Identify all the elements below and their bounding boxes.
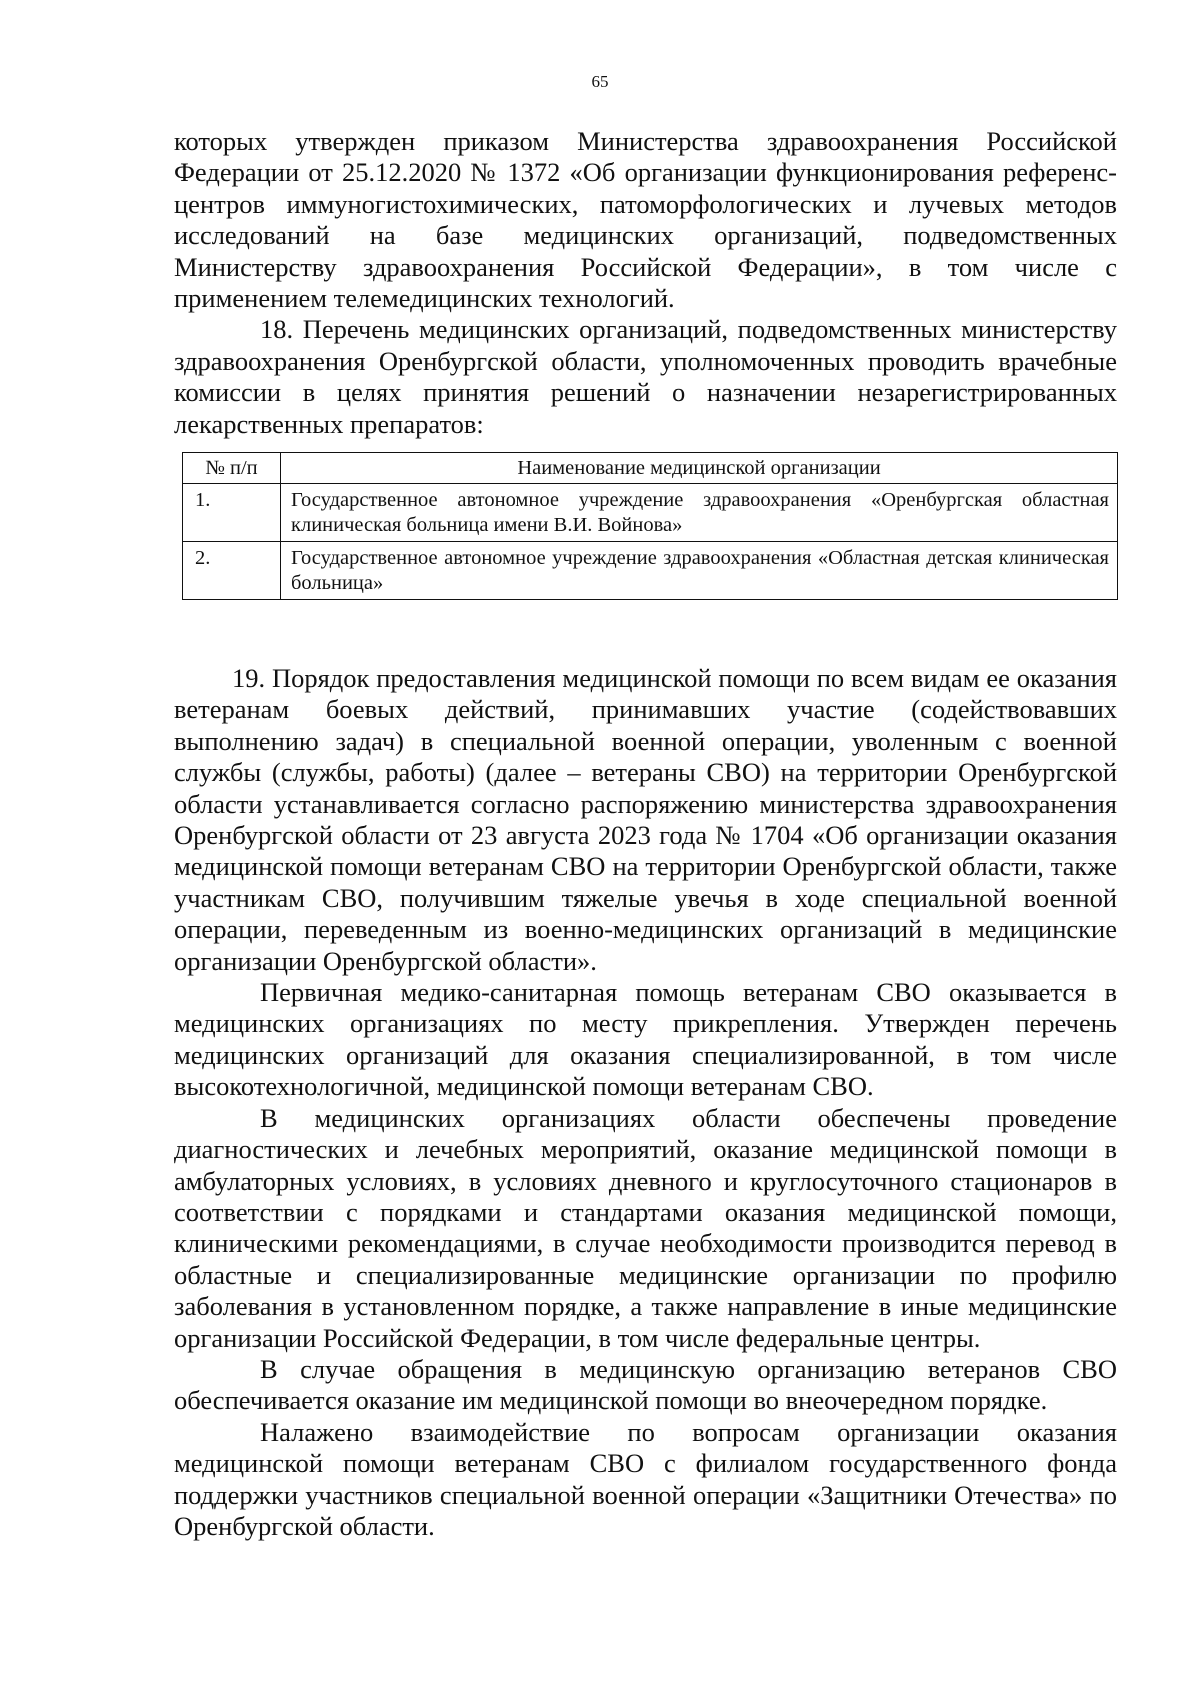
table-row [183,484,1118,542]
primary-care-paragraph: Первичная медико-санитарная помощь ветеранам СВО оказывается в медицинских организациях по месту прикрепления. Утвержден перечень медицинских организаций для оказания специализированной, в том числе высокотехнологичной, медицинской помощи ветеранам СВО. [174,977,1117,1102]
medical-organizations-table [182,452,1118,600]
document-body-top [174,126,1117,440]
row-number: 2. [183,542,281,600]
row-organization-name: Государственное автономное учреждение здравоохранения «Областная детская клиническая больница» [281,542,1118,600]
intro-paragraph: которых утвержден приказом Министерства здравоохранения Российской Федерации от 25.12.2020 № 1372 «Об организации функционирования референс-центров иммуногистохимических, патоморфологических и лучевых методов исследований на базе медицинских организаций, подведомственных Министерству здравоохранения Российской Федерации», в том числе с применением телемедицинских технологий. [174,126,1117,314]
table-row [183,542,1118,600]
section-19-paragraph: 19. Порядок предоставления медицинской помощи по всем видам ее оказания ветеранам боевых действий, принимавших участие (содействовавших выполнению задач) в специальной военной операции, уволенным с военной службы (службы, работы) (далее – ветераны СВО) на территории Оренбургской области устанавливается согласно распоряжению министерства здравоохранения Оренбургской области от 23 августа 2023 года № 1704 «Об организации оказания медицинской помощи ветеранам СВО на территории Оренбургской области, также участникам СВО, получившим тяжелые увечья в ходе специальной военной операции, переведенным из военно-медицинских организаций в медицинские организации Оренбургской области». [174,663,1117,976]
page-number: 65 [591,72,609,91]
priority-care-paragraph: В случае обращения в медицинскую организацию ветеранов СВО обеспечивается оказание им медицинской помощи во внеочередном порядке. [174,1353,1117,1416]
row-number: 1. [183,484,281,542]
row-organization-name: Государственное автономное учреждение здравоохранения «Оренбургская областная клиническая больница имени В.И. Войнова» [281,484,1118,542]
document-body-bottom [174,663,1117,1542]
section-18-paragraph: 18. Перечень медицинских организаций, подведомственных министерству здравоохранения Оренбургской области, уполномоченных проводить врачебные комиссии в целях принятия решений о назначении незарегистрированных лекарственных препаратов: [174,314,1117,439]
regional-organizations-paragraph: В медицинских организациях области обеспечены проведение диагностических и лечебных мероприятий, оказание медицинской помощи в амбулаторных условиях, в условиях дневного и круглосуточного стационаров в соответствии с порядками и стандартами оказания медицинской помощи, клиническими рекомендациями, в случае необходимости производится перевод в областные и специализированные медицинские организации по профилю заболевания в установленном порядке, а также направление в иные медицинские организации Российской Федерации, в том числе федеральные центры. [174,1102,1117,1353]
header-number: № п/п [183,453,281,484]
table-header-row [183,453,1118,484]
header-organization-name: Наименование медицинской организации [281,453,1118,484]
cooperation-paragraph: Налажено взаимодействие по вопросам организации оказания медицинской помощи ветеранам СВО с филиалом государственного фонда поддержки участников специальной военной операции «Защитники Отечества» по Оренбургской области. [174,1416,1117,1541]
